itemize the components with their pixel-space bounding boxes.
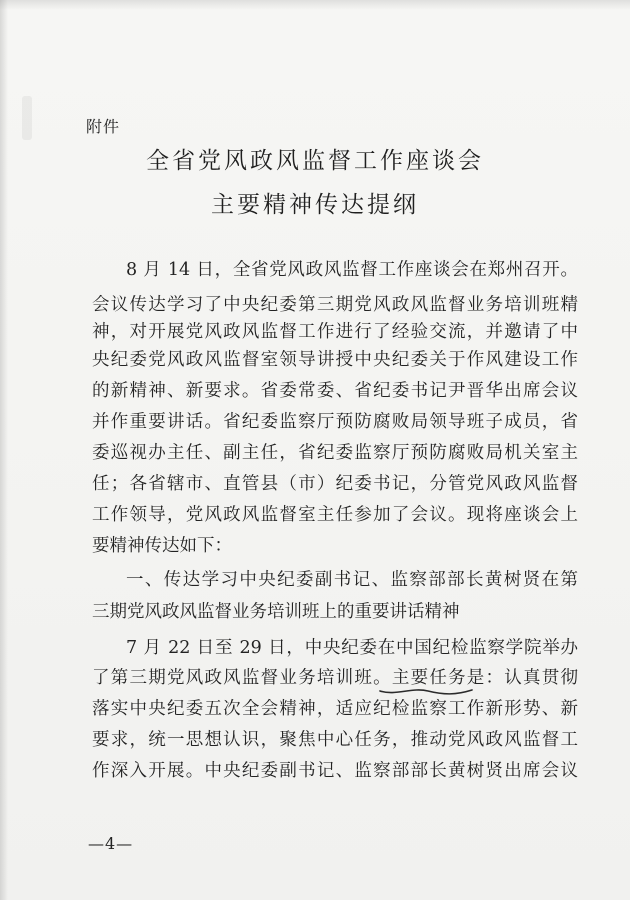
paragraph-line: 的新精神、新要求。省委常委、省纪委书记尹晋华出席会议 xyxy=(92,381,578,401)
document-title-line-2: 主要精神传达提纲 xyxy=(211,192,419,218)
paragraph-line: 要精神传达如下： xyxy=(92,536,232,556)
handwritten-underline-mark xyxy=(378,686,474,696)
paragraph-line: 7 月 22 日至 29 日，中央纪委在中国纪检监察学院举办 xyxy=(126,638,578,658)
paragraph-line: 工作领导，党风政风监督室主任参加了会议。现将座谈会上 xyxy=(92,505,578,525)
section-heading-line: 一、传达学习中央纪委副书记、监察部部长黄树贤在第 xyxy=(126,570,578,590)
page-number: —4— xyxy=(88,834,134,853)
paragraph-line: 了第三期党风政风监督业务培训班。主要任务是：认真贯彻 xyxy=(92,668,578,688)
scan-shadow-top xyxy=(0,0,630,10)
scan-shadow-left xyxy=(0,0,8,900)
paragraph-line: 8 月 14 日，全省党风政风监督工作座谈会在郑州召开。 xyxy=(126,260,578,280)
paragraph-line: 并作重要讲话。省纪委监察厅预防腐败局领导班子成员，省 xyxy=(92,412,578,432)
document-title-line-1: 全省党风政风监督工作座谈会 xyxy=(146,148,484,174)
paragraph-line: 委巡视办主任、副主任，省纪委监察厅预防腐败局机关室主 xyxy=(92,443,578,463)
attachment-label: 附件 xyxy=(86,117,121,136)
scan-margin-mark xyxy=(22,96,32,140)
section-heading-line: 三期党风政风监督业务培训班上的重要讲话精神 xyxy=(92,602,460,622)
paragraph-line: 会议传达学习了中央纪委第三期党风政风监督业务培训班精 xyxy=(92,295,578,315)
paragraph-line: 央纪委党风政风监督室领导讲授中央纪委关于作风建设工作 xyxy=(92,350,578,370)
paragraph-line: 任；各省辖市、直管县（市）纪委书记，分管党风政风监督 xyxy=(92,474,578,494)
paragraph-line: 神，对开展党风政风监督工作进行了经验交流，并邀请了中 xyxy=(92,322,578,342)
paragraph-line: 落实中央纪委五次全会精神，适应纪检监察工作新形势、新 xyxy=(92,699,578,719)
paragraph-line: 要求，统一思想认识，聚焦中心任务，推动党风政风监督工 xyxy=(92,730,578,750)
paragraph-line: 作深入开展。中央纪委副书记、监察部部长黄树贤出席会议 xyxy=(92,761,578,781)
